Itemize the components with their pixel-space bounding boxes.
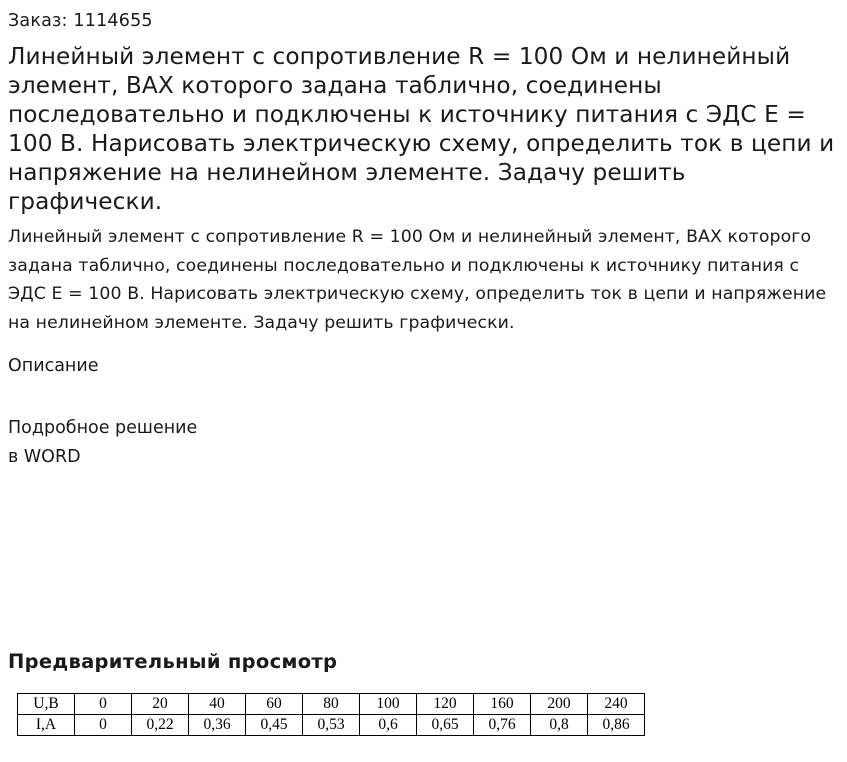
table-cell: 0,8	[531, 715, 588, 736]
table-cell: 120	[417, 694, 474, 715]
table-cell: 160	[474, 694, 531, 715]
detail-note-line-1: Подробное решение	[8, 417, 198, 438]
table-cell: 100	[360, 694, 417, 715]
table-cell: 0,22	[132, 715, 189, 736]
table-cell: 0,53	[303, 715, 360, 736]
table-row-current	[18, 715, 645, 736]
table-cell: U,В	[18, 694, 75, 715]
table-cell: I,А	[18, 715, 75, 736]
task-description: Линейный элемент с сопротивление R = 100 Ом и нелинейный элемент, ВАХ которого задана таблично, соединены последовательно и подключены к источнику питания с ЭДС Е = 100 В. Нарисовать электрическую схему, определить ток в цепи и напряжение на нелинейном элементе. Задачу решить графически.	[8, 227, 827, 334]
iv-characteristic-table	[17, 693, 645, 736]
order-number: Заказ: 1114655	[8, 11, 153, 31]
preview-heading: Предварительный просмотр	[8, 650, 338, 673]
table-cell: 20	[132, 694, 189, 715]
table-cell: 0,65	[417, 715, 474, 736]
table-cell: 0,76	[474, 715, 531, 736]
task-title: Линейный элемент с сопротивление R = 100 Ом и нелинейный элемент, ВАХ которого задана таблично, соединены последовательно и подключены к источнику питания с ЭДС Е = 100 В. Нарисовать электрическую схему, определить ток в цепи и напряжение на нелинейном элементе. Задачу решить графически.	[8, 43, 835, 215]
table-cell: 0,36	[189, 715, 246, 736]
description-label: Описание	[8, 355, 99, 376]
table-cell: 0	[75, 694, 132, 715]
table-cell: 60	[246, 694, 303, 715]
table-cell: 0,45	[246, 715, 303, 736]
page-content	[8, 0, 840, 472]
table-cell: 0,6	[360, 715, 417, 736]
table-cell: 0	[75, 715, 132, 736]
detail-note-line-2: в WORD	[8, 446, 81, 467]
table-cell: 240	[588, 694, 645, 715]
table-cell: 200	[531, 694, 588, 715]
detail-note	[8, 414, 840, 472]
table-cell: 40	[189, 694, 246, 715]
table-cell: 0,86	[588, 715, 645, 736]
table-cell: 80	[303, 694, 360, 715]
table-row-voltage	[18, 694, 645, 715]
